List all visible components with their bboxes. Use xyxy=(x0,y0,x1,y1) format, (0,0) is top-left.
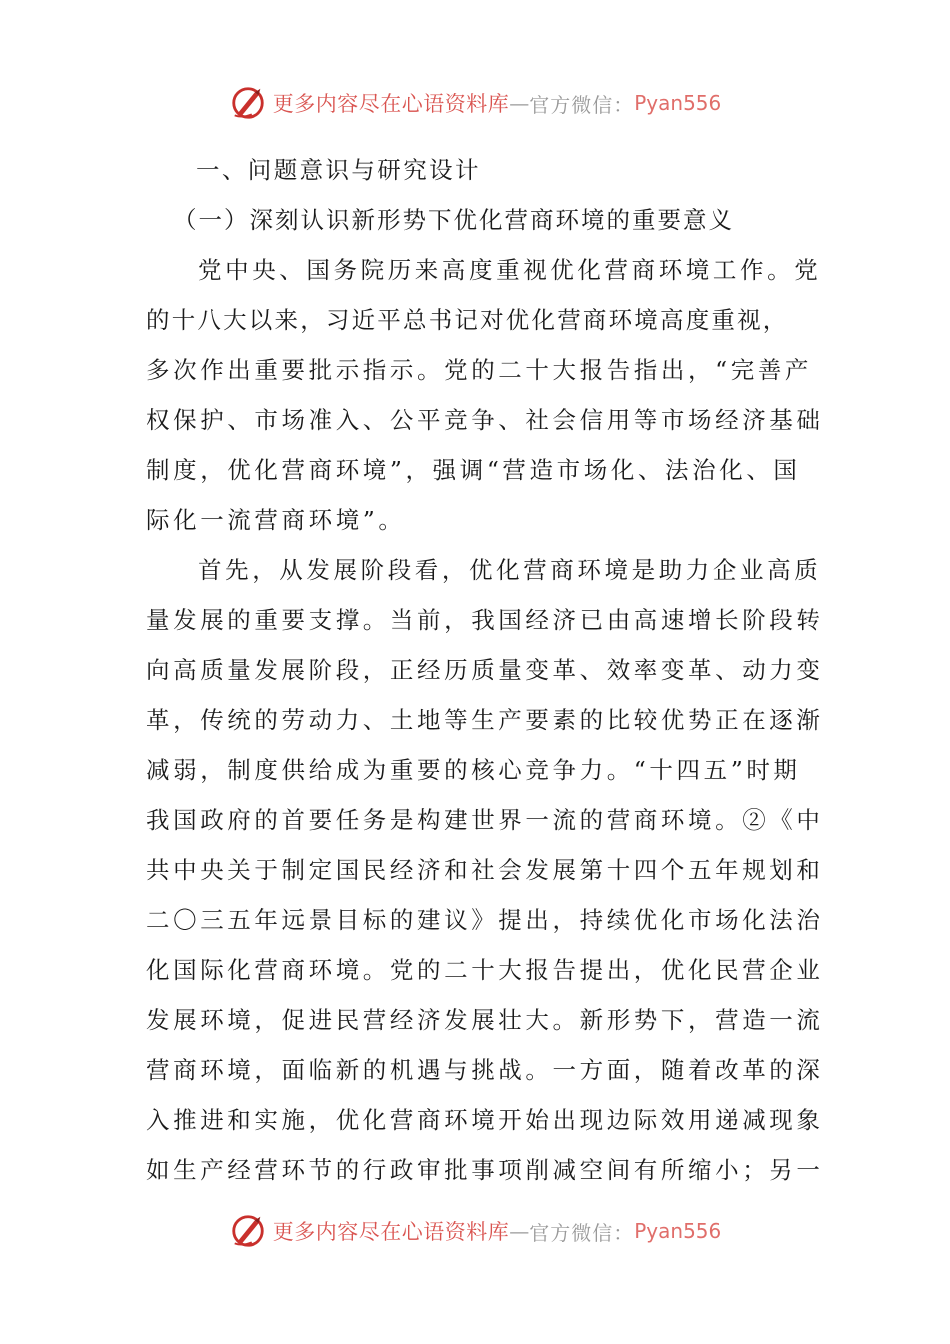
header-banner xyxy=(0,78,950,128)
footer-banner xyxy=(0,1206,950,1256)
quill-pen-logo-icon xyxy=(229,84,267,122)
paragraph-line: 际化一流营商环境”。 xyxy=(146,506,406,534)
paragraph-line: 化国际化营商环境。党的二十大报告提出，优化民营企业 xyxy=(146,956,824,984)
subsection-heading: （一）深刻认识新形势下优化营商环境的重要意义 xyxy=(173,206,734,234)
banner-separator: — xyxy=(509,1219,530,1243)
paragraph-line: 的十八大以来，习近平总书记对优化营商环境高度重视， xyxy=(146,306,789,334)
site-name: 更多内容尽在心语资料库 xyxy=(272,92,510,116)
paragraph-2 xyxy=(146,545,824,1195)
section-heading: 一、问题意识与研究设计 xyxy=(196,156,481,184)
paragraph-line: 共中央关于制定国民经济和社会发展第十四个五年规划和 xyxy=(146,856,824,884)
wechat-label: 官方微信： xyxy=(529,92,635,117)
paragraph-line: 如生产经营环节的行政审批事项削减空间有所缩小；另一 xyxy=(146,1156,824,1184)
wechat-id: Pyan556 xyxy=(634,91,722,115)
site-name: 更多内容尽在心语资料库 xyxy=(272,1220,510,1244)
paragraph-line: 制度，优化营商环境”，强调“营造市场化、法治化、国 xyxy=(146,456,801,484)
paragraph-line: 向高质量发展阶段，正经历质量变革、效率变革、动力变 xyxy=(146,656,824,684)
paragraph-line: 发展环境，促进民营经济发展壮大。新形势下，营造一流 xyxy=(146,1006,824,1034)
banner-separator: — xyxy=(509,91,530,115)
paragraph-line: 量发展的重要支撑。当前，我国经济已由高速增长阶段转 xyxy=(146,606,824,634)
document-body xyxy=(146,145,824,1195)
paragraph-line: 党中央、国务院历来高度重视优化营商环境工作。党 xyxy=(198,256,822,284)
wechat-label: 官方微信： xyxy=(529,1220,635,1245)
paragraph-line: 营商环境，面临新的机遇与挑战。一方面，随着改革的深 xyxy=(146,1056,824,1084)
paragraph-line: 入推进和实施，优化营商环境开始出现边际效用递减现象 xyxy=(146,1106,824,1134)
paragraph-line: 首先，从发展阶段看，优化营商环境是助力企业高质 xyxy=(198,556,822,584)
paragraph-line: 减弱，制度供给成为重要的核心竞争力。“十四五”时期 xyxy=(146,756,801,784)
paragraph-line: 我国政府的首要任务是构建世界一流的营商环境。②《中 xyxy=(146,806,824,834)
paragraph-1 xyxy=(146,245,824,545)
paragraph-line: 革，传统的劳动力、土地等生产要素的比较优势正在逐渐 xyxy=(146,706,824,734)
paragraph-line: 权保护、市场准入、公平竞争、社会信用等市场经济基础 xyxy=(146,406,824,434)
paragraph-line: 二〇三五年远景目标的建议》提出，持续优化市场化法治 xyxy=(146,906,824,934)
wechat-id: Pyan556 xyxy=(634,1219,722,1243)
paragraph-line: 多次作出重要批示指示。党的二十大报告指出，“完善产 xyxy=(146,356,813,384)
quill-pen-logo-icon xyxy=(229,1212,267,1250)
